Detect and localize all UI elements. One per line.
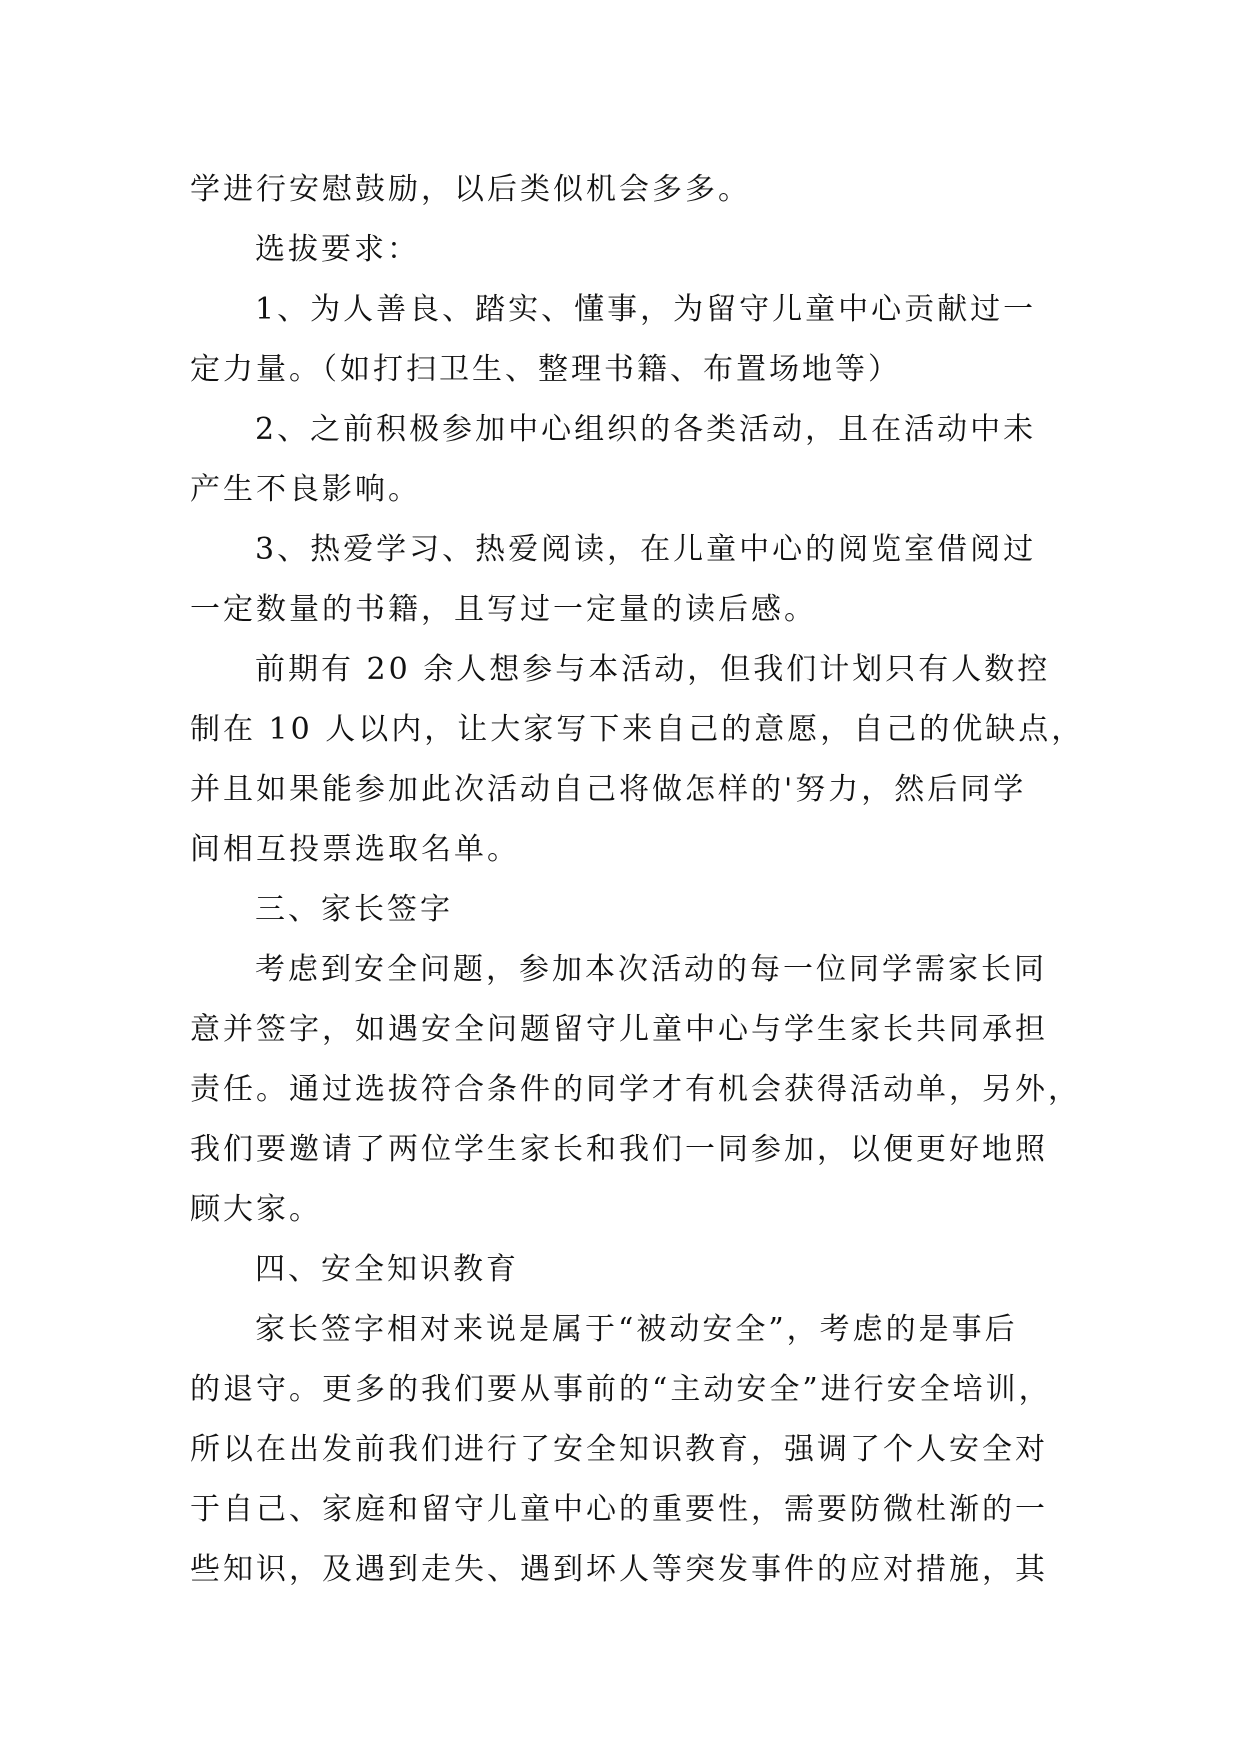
text-line: 顾大家。 xyxy=(190,1192,322,1227)
text-line: 定力量。（如打扫卫生、整理书籍、布置场地等） xyxy=(190,352,901,387)
text-line: 选拔要求： xyxy=(255,232,420,267)
text-line: 一定数量的书籍，且写过一定量的读后感。 xyxy=(190,592,817,627)
text-line: 的退守。更多的我们要从事前的“主动安全”进行安全培训， xyxy=(190,1372,1052,1407)
text-line: 三、家长签字 xyxy=(255,892,453,927)
text-line: 制在 10 人以内，让大家写下来自己的意愿，自己的优缺点， xyxy=(190,712,1085,747)
text-line: 些知识，及遇到走失、遇到坏人等突发事件的应对措施，其 xyxy=(190,1552,1048,1587)
text-line: 所以在出发前我们进行了安全知识教育，强调了个人安全对 xyxy=(190,1432,1048,1467)
text-line: 学进行安慰鼓励，以后类似机会多多。 xyxy=(190,172,751,207)
text-line: 责任。通过选拔符合条件的同学才有机会获得活动单，另外， xyxy=(190,1072,1081,1107)
text-line: 四、安全知识教育 xyxy=(255,1252,519,1287)
text-line: 意并签字，如遇安全问题留守儿童中心与学生家长共同承担 xyxy=(190,1012,1048,1047)
text-line: 前期有 20 余人想参与本活动，但我们计划只有人数控 xyxy=(255,652,1051,687)
text-line: 2、之前积极参加中心组织的各类活动，且在活动中未 xyxy=(255,412,1037,447)
text-line: 于自己、家庭和留守儿童中心的重要性，需要防微杜渐的一 xyxy=(190,1492,1048,1527)
text-line: 3、热爱学习、热爱阅读，在儿童中心的阅览室借阅过 xyxy=(255,532,1037,567)
document-body xyxy=(190,160,1085,1600)
text-line: 产生不良影响。 xyxy=(190,472,421,507)
text-line: 我们要邀请了两位学生家长和我们一同参加，以便更好地照 xyxy=(190,1132,1048,1167)
text-line: 并且如果能参加此次活动自己将做怎样的'努力，然后同学 xyxy=(190,772,1027,807)
text-line: 1、为人善良、踏实、懂事，为留守儿童中心贡献过一 xyxy=(255,292,1037,327)
text-line: 家长签字相对来说是属于“被动安全”，考虑的是事后 xyxy=(255,1312,1018,1347)
text-line: 间相互投票选取名单。 xyxy=(190,832,520,867)
text-line: 考虑到安全问题，参加本次活动的每一位同学需家长同 xyxy=(255,952,1047,987)
